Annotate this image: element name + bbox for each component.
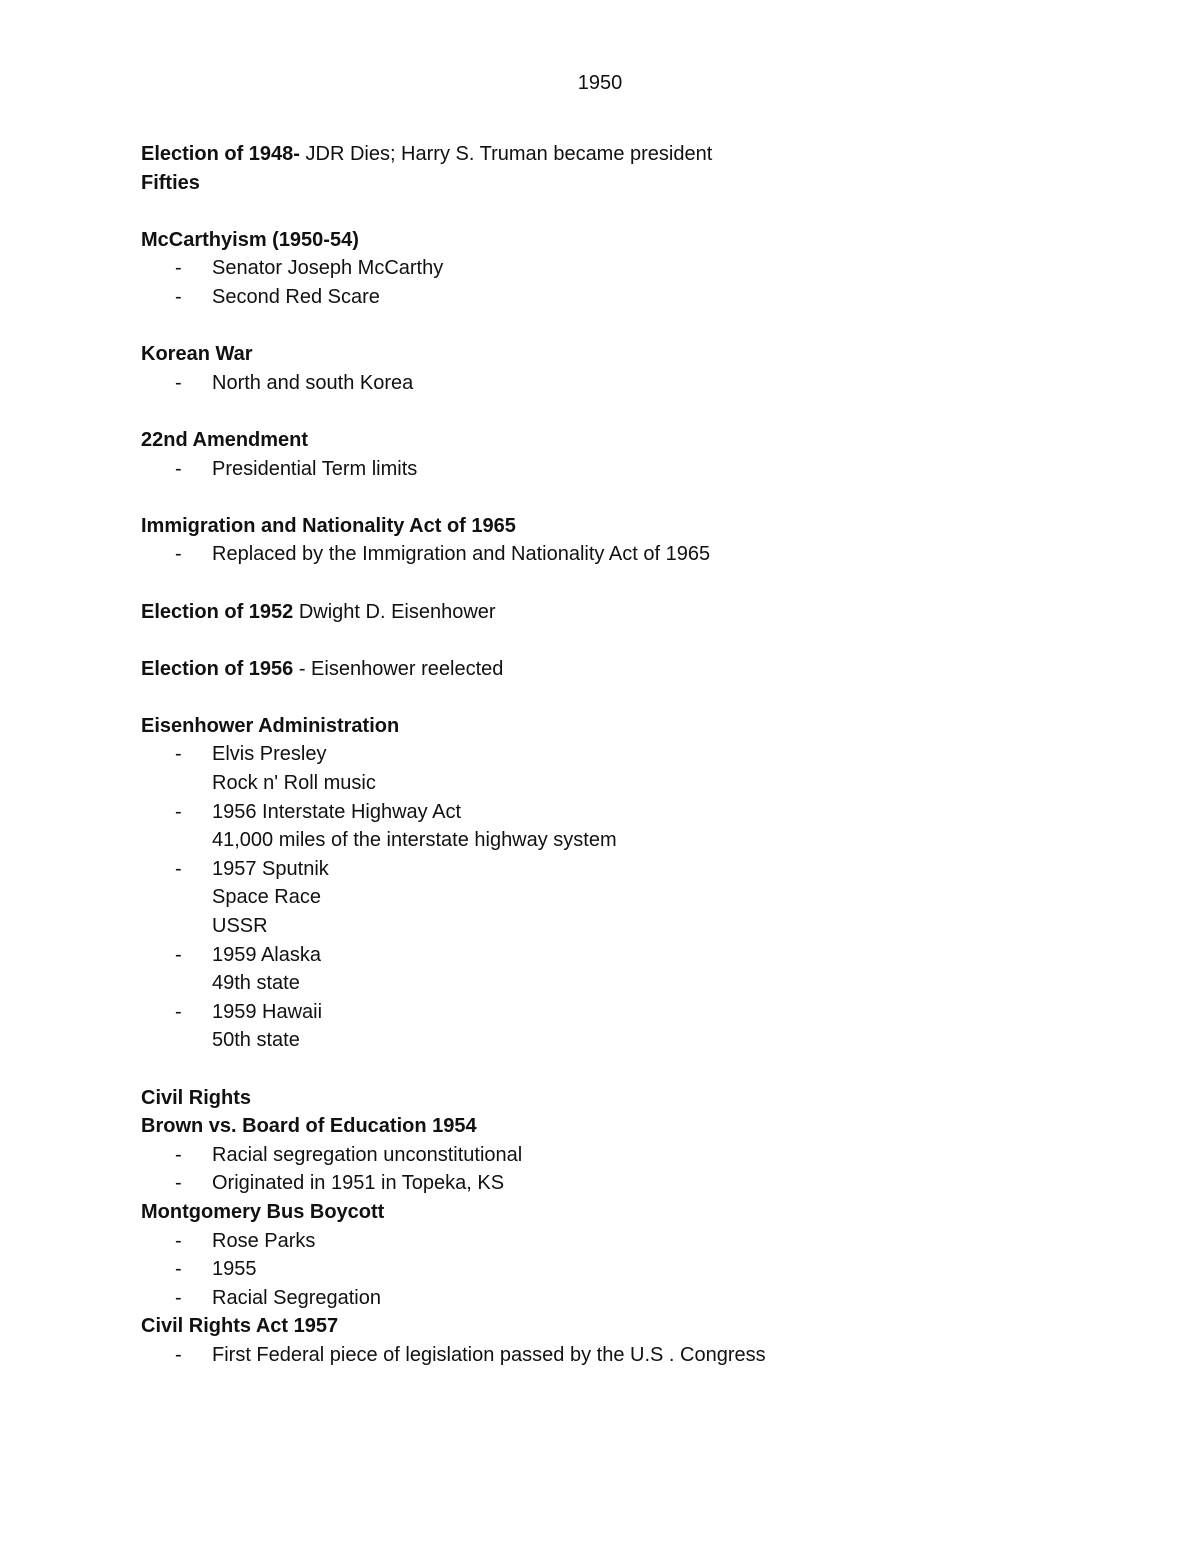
bullet-dash: - [175,1343,182,1366]
mccarthyism-heading: McCarthyism (1950-54) [141,228,359,251]
list-item-text: Elvis Presley [212,743,327,766]
list-item [141,1141,1141,1170]
list-item-text: North and south Korea [212,371,414,394]
election-1952-line [141,598,1141,627]
bullet-dash: - [175,257,182,280]
list-item-continuation: 41,000 miles of the interstate highway system [212,829,617,852]
election-1952-heading: Election of 1952 [141,600,294,623]
bullet-dash: - [175,1143,182,1166]
election-1956-line [141,655,1141,684]
document-body [141,140,1141,1370]
bullet-dash: - [175,800,182,823]
list-item [141,455,1141,484]
election-1948-heading: Election of 1948- [141,143,300,165]
document-title: 1950 [577,72,623,94]
bullet-dash: - [175,857,182,880]
bullet-dash: - [175,1000,182,1023]
bullet-dash: - [175,371,182,394]
list-item [141,941,1141,970]
list-item-text: Rose Parks [212,1229,316,1252]
civil-rights-act-heading: Civil Rights Act 1957 [141,1315,339,1338]
election-1948-line [141,140,1141,169]
list-item-text: Originated in 1951 in Topeka, KS [212,1172,505,1195]
list-item-continuation: Rock n' Roll music [212,772,376,795]
list-item [141,998,1141,1027]
list-item-text: Replaced by the Immigration and Nationality Act of 1965 [212,543,711,566]
list-item [141,1255,1141,1284]
bullet-dash: - [175,457,182,480]
list-item-text: 1959 Alaska [212,943,321,966]
list-item [141,254,1141,283]
election-1956-text: - Eisenhower reelected [293,657,504,680]
bullet-dash: - [175,1286,182,1309]
list-item-continuation: Space Race [212,886,321,909]
brown-heading: Brown vs. Board of Education 1954 [141,1115,477,1138]
bullet-dash: - [175,1229,182,1252]
list-item-continuation: 49th state [212,972,300,995]
election-1952-text: Dwight D. Eisenhower [293,600,496,623]
civil-rights-heading: Civil Rights [141,1086,252,1109]
list-item [141,540,1141,569]
bullet-dash: - [175,743,182,766]
list-item-text: 1959 Hawaii [212,1000,323,1023]
list-item [141,1284,1141,1313]
election-1948-text: JDR Dies; Harry S. Truman became president [299,143,713,165]
list-item-text: Senator Joseph McCarthy [212,257,444,280]
bullet-dash: - [175,1258,182,1281]
list-item-text: First Federal piece of legislation passed by the U.S . Congress [212,1343,766,1366]
list-item [141,283,1141,312]
list-item [141,740,1141,769]
fifties-heading: Fifties [141,171,200,194]
list-item [141,855,1141,884]
bullet-dash: - [175,1172,182,1195]
list-item-text: Presidential Term limits [212,457,418,480]
list-item-text: Racial Segregation [212,1286,381,1309]
list-item-text: 1956 Interstate Highway Act [212,800,462,823]
korean-war-heading: Korean War [141,343,253,366]
eisenhower-heading: Eisenhower Administration [141,714,400,737]
montgomery-heading: Montgomery Bus Boycott [141,1200,385,1223]
list-item-continuation: USSR [212,915,268,938]
list-item [141,1341,1141,1370]
amendment-22-heading: 22nd Amendment [141,428,309,451]
immigration-heading: Immigration and Nationality Act of 1965 [141,514,516,537]
bullet-dash: - [175,943,182,966]
list-item-text: 1955 [212,1258,257,1281]
list-item-text: Second Red Scare [212,285,380,308]
list-item-text: Racial segregation unconstitutional [212,1143,523,1166]
list-item [141,1169,1141,1198]
list-item [141,1227,1141,1256]
list-item [141,369,1141,398]
election-1956-heading: Election of 1956 [141,657,294,680]
list-item-text: 1957 Sputnik [212,857,329,880]
bullet-dash: - [175,543,182,566]
bullet-dash: - [175,285,182,308]
list-item-continuation: 50th state [212,1029,300,1052]
list-item [141,798,1141,827]
